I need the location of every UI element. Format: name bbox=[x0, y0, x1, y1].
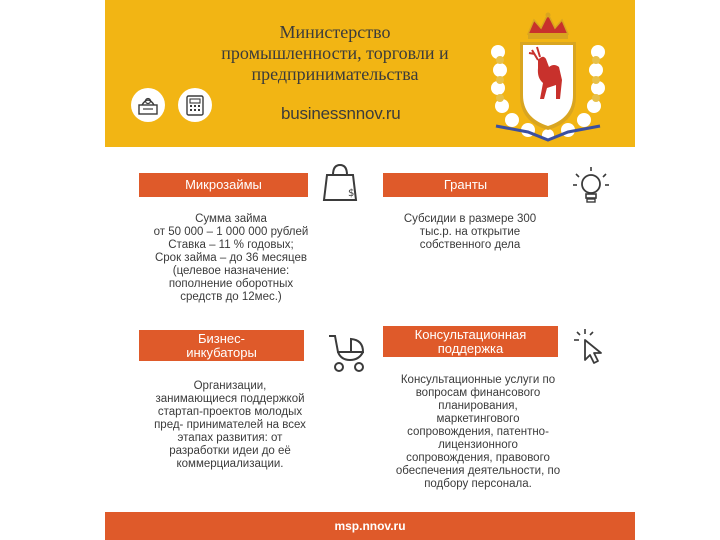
calculator-icon bbox=[178, 88, 212, 122]
svg-text:$: $ bbox=[348, 188, 355, 199]
cash-register-icon bbox=[131, 88, 165, 122]
incubators-text: Организации, занимающиеся поддержкой стартап-проектов молодых пред- принимателей на всех этапах развития: от разработки идеи до её коммерциализации. bbox=[154, 380, 306, 470]
grants-title: Гранты bbox=[383, 173, 548, 197]
footer-website: msp.nnov.ru bbox=[105, 512, 635, 540]
microloans-text: Сумма займа от 50 000 – 1 000 000 рублей Ставка – 11 % годовых; Срок займа – до 36 месяцев (целевое назначение: пополнение оборотных средств до 12мес.) bbox=[153, 213, 309, 303]
consulting-title: Консультационная поддержка bbox=[383, 326, 558, 357]
cursor-click-icon bbox=[571, 326, 611, 366]
consulting-text: Консультационные услуги по вопросам финансового планирования, маркетингового сопровождения, патентно- лицензионного сопровождения, правового обеспечения деятельности, по подбору персонала. bbox=[395, 374, 561, 490]
poster bbox=[105, 0, 635, 540]
lightbulb-icon bbox=[571, 164, 611, 208]
page-title: Министерство промышленности, торговли и предпринимательства bbox=[221, 22, 449, 84]
grants-text: Субсидии в размере 300 тыс.р. на открытие собственного дела bbox=[403, 213, 537, 251]
incubators-title: Бизнес- инкубаторы bbox=[139, 330, 304, 361]
coat-of-arms-icon bbox=[488, 8, 608, 143]
header bbox=[105, 0, 635, 147]
stroller-icon bbox=[325, 330, 369, 374]
shopping-bag-dollar-icon bbox=[320, 160, 360, 204]
microloans-title: Микрозаймы bbox=[139, 173, 308, 197]
header-website: businessnnov.ru bbox=[281, 104, 401, 123]
